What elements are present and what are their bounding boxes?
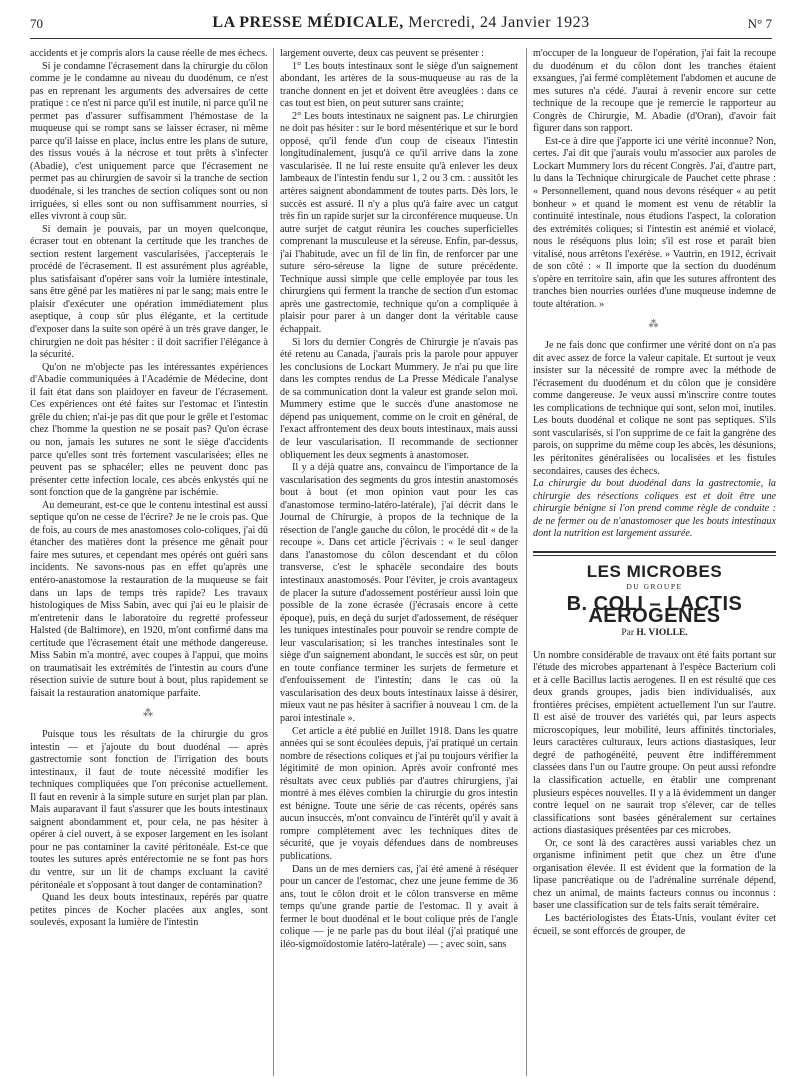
paragraph: Il y a déjà quatre ans, convaincu de l'importance de la vascularisation des segments du gros intestin anastomosés bout à bout (et mon opinion vaut pour les cas d'anastomose termino-latéro-latérale), j'ai décrit dans le Journal de Chirurgie, à propos de la technique de la résection de l'angle gauche du côlon, le procédé dit « de la recoupe ». Dans cet article j'écrivais : « le seul danger dans l'anastomose du côlon descendant et du côlon transverse, c'est le sphacèle secondaire des bouts intestinaux anastomosés. Pour l'éviter, je crois avantageux de placer la suture d'adossement postérieur aussi loin que possible de la zone écrasée (j'écrasais encore à cette époque), puis, en deçà du surjet d'adossement, de réséquer les tuniques intestinales pour pouvoir se rendre compte de leur vascularisation; si les tranches intestinales sont le siège d'un saignement abondant, le succès est sûr, on peut en toute confiance terminer les surjets de fermeture et d'enfouissement de l'intestin; dans le cas où la vascularisation des deux bouts intestinaux laisse à désirer, mieux vaut ne pas hésiter à sacrifier à nouveau 1 cm. de la paroi intestinale ». bbox=[280, 462, 518, 724]
paragraph: largement ouverte, deux cas peuvent se présenter : bbox=[280, 48, 484, 59]
running-title bbox=[30, 14, 772, 32]
paragraph: accidents et je compris alors la cause réelle de mes échecs. bbox=[30, 48, 268, 59]
article-body bbox=[533, 650, 776, 939]
paragraph: 2° Les bouts intestinaux ne saignent pas. Le chirurgien ne doit pas hésiter : sur le bord mésentérique et sur le bord opposé, qu'il fende d'un coup de ciseaux l'intestin longitudinalement, jusqu'à ce qu'il arrive dans la zone vascularisée. Il ne lui reste ensuite qu'à enlever les deux lambeaux de l'intestin fendu sur 1, 2 ou 3 cm. : aussitôt les artères saignent abondamment de toutes parts. Dès lors, le succès est assuré. Il n'y a plus qu'à faire avec un catgut très fin un rapide surjet sur la circonférence muqueuse. Un autre surjet de catgut réunira les couches superficielles comprenant la musculeuse et la séreuse. Enfin, par-dessus, j'ai l'habitude, avec un fil de lin fin, de renforcer par une suture séro-séreuse la ligne de suture précédente. Technique aussi simple que celle employée par tous les chirurgiens qui ferment la tranche de section d'un estomac après une gastrectomie, technique qu'on a compliquée à plaisir pour parer à un danger dont la véritable cause échappait. bbox=[280, 110, 518, 336]
text-column-3 bbox=[533, 48, 776, 1078]
text-column-2 bbox=[280, 48, 518, 1078]
paragraph: Si lors du dernier Congrès de Chirurgie je n'avais pas été retenu au Canada, j'aurais pris la parole pour appuyer les conclusions de Lockart Mummery. Je n'ai pu que lire dans les comptes rendus de La Presse Médicale l'analyse de sa communication dont la valeur est grande selon moi. Mummery estime que le succès d'une anastomose ne dépend pas uniquement, comme on le croit en général, de l'exact affrontement des deux bouts intestinaux, mais aussi de leur vascularisation. Il recommande de sectionner obliquement les deux segments à anastomoser. bbox=[280, 336, 518, 461]
paragraph: m'occuper de la longueur de l'opération, j'ai fait la recoupe du duodénum et du côlon dont les tranches étaient exsangues, j'ai fermé complètement l'abdomen et aucune de mes sutures n'a cédé. J'aurai à revenir encore sur cette technique de la recoupe que je remercie le rapporteur au Congrès de Chirurgie, M. Abadie (d'Oran), d'avoir fait figurer dans son rapport. bbox=[533, 48, 776, 135]
article-title-top: LES MICROBES bbox=[586, 561, 723, 581]
paragraph: Si demain je pouvais, par un moyen quelconque, écraser tout en obtenant la certitude que les tranches de section restent largement vascularisées, j'accepterais le procédé de l'écrasement. Il est assurément plus agréable, plus satisfaisant d'opérer sans voir la lumière intestinale, sans être gêné par les matières ni par le sang; mais entre le plaisir d'exécuter une opération immédiatement plus aseptique, à coup sûr plus élégante, et la certitude d'exposer dans la suite son opéré à un très grave danger, le chirurgien ne doit pas hésiter : il doit sacrifier l'élégance à la sécurité. bbox=[30, 223, 268, 361]
paragraph: Les bactériologistes des États-Unis, voulant éviter cet écueil, se sont efforcés de grouper, de bbox=[533, 913, 776, 937]
article-top-rule-thin bbox=[533, 555, 776, 556]
paragraph: Cet article a été publié en Juillet 1918. Dans les quatre années qui se sont écoulées depuis, j'ai pratiqué un certain nombre de résections coliques et j'ai pu toujours vérifier la légitimité de mon opinion. Après avoir confronté mes résultats avec ceux publiés par d'autres chirurgiens, j'ai montré à mes élèves combien la chirurgie du gros intestin est bénigne. Toute une série de cas récents, opérés sans aucun insuccès, m'ont convaincu de l'intérêt qu'il y avait à rompre complètement avec les techniques dites de sécurité, que je voyais défendues dans de nombreuses publications. bbox=[280, 725, 518, 862]
section-separator: ⁂ bbox=[143, 708, 155, 720]
text-column-1 bbox=[30, 48, 268, 1078]
paragraph: Un nombre considérable de travaux ont été faits portant sur l'étude des microbes appartenant à l'espèce Bacterium coli et à celle Bacillus lactis aerogenes. Il en est résulté que ces deux grands groupes, jadis bien individualisés, aux frontières précises, empiètent actuellement l'un sur l'autre. Il est aisé de trouver des variétés qui, par leurs aspects microscopiques, leur mobilité, leurs affinités tinctoriales, leurs caractères culturaux, leurs actions diastasiques, leur degré de pathogénéité, peuvent être indifféremment classées dans l'un ou l'autre groupe. On peut aussi refondre la classification actuelle, en établir une comprenant plusieurs espèces nouvelles. Il y a là évidemment un danger contre lequel on ne saurait trop s'élever, car de telles classifications sont basées généralement sur certaines actions diastasiques présentées par ces microbes. bbox=[533, 649, 776, 837]
paragraph: Dans un de mes derniers cas, j'ai été amené à réséquer pour un cancer de l'estomac, chez une jeune femme de 36 ans, tout le côlon droit et le côlon transverse en même temps qu'une grande partie de l'estomac. Il y avait à fermer le bout duodénal et le bout colique près de l'angle colique — je ne parle pas du bout iléal (j'ai pratiqué une iléo-sigmoïdostomie latéro-latérale) — ; avec soin, sans bbox=[280, 863, 518, 950]
author-name: H. VIOLLE. bbox=[636, 627, 688, 638]
paragraph: Quand les deux bouts intestinaux, repérés par quatre petites pinces de Kocher placées aux angles, sont soulevés, exposant la lumière de l'intestin bbox=[30, 892, 268, 929]
article-title-main: B. COLI – LACTIS AEROGENES bbox=[566, 592, 743, 628]
paragraph: Je ne fais donc que confirmer une vérité dont on n'a pas dit avec assez de force la valeur capitale. Et surtout je veux insister sur la nécessité de rompre avec la méthode de l'écrasement du duodénum et du côlon que je considère comme dangereuse. Je veux aussi m'inscrire contre toutes les complications de technique qui sont, selon moi, inutiles. Les bouts duodénal et colique ne sont pas septiques. S'ils sont vascularisés, si l'on supprime de ce fait la gangrène des parois, on supprime du même coup les abcès, les désunions, les péritonites généralisées ou localisées et les fistules secondaires, causes des échecs. bbox=[533, 340, 776, 477]
paragraph: Puisque tous les résultats de la chirurgie du gros intestin — et j'ajoute du bout duodénal — après gastrectomie sont fonction de l'irrigation des bouts intestinaux, il faut de toute nécessité modifier les techniques compliquées que l'on préconise actuellement. Il faut en revenir à la simple suture en surjet plan par plan. Mais auparavant il faut s'assurer que les bouts intestinaux saignent abondamment et, pour cela, ne pas hésiter à opérer à ciel ouvert, à se exposer largement en les isolant pour ne pas contaminer la cavité péritonéale. Est-ce que toutes les sutures après entérectomie ne se font pas hors du ventre, sur un lit de champs excluant la cavité péritonéale et s'opposant à tout danger de contamination? bbox=[30, 728, 268, 891]
paragraph: Or, ce sont là des caractères aussi variables chez un organisme infiniment petit que chez un être d'une organisation élevée. Il est évident que la formation de la lipase pancréatique ou de l'adrénaline surrénale dépend, chez un animal, de maints facteurs connus ou inconnus : baser une classification sur de tels faits serait téméraire. bbox=[533, 837, 776, 912]
article-byline bbox=[533, 627, 776, 640]
issue-number: N° 7 bbox=[747, 16, 772, 31]
column-rule bbox=[526, 48, 527, 1076]
paragraph: Au demeurant, est-ce que le contenu intestinal est aussi septique qu'on ne cesse de l'écrire? Je ne le crois pas. Que de fois, au cours de mes anastomoses colo-coliques, j'ai dû étancher des matières dont la présence me gênait pour faire mes sutures, et cependant mes opérés ont guéri sans incidents. Ne savons-nous pas en effet qu'après une entéro-anastomose la restauration de la muqueuse se fait dans un laps de temps très rapide? Les travaux histologiques de Miss Sabin, avec qui j'ai eu le plaisir de m'entretenir dans le laboratoire du regretté professeur Halsted (de Baltimore), en 1920, m'ont confirmé dans ma certitude que l'écrasement était une méthode dangereuse. Miss Sabin m'a montré, avec coupes à l'appui, que moins on traumatisait les extrémités de l'intestin au cours d'une résection suivie de suture bout à bout, plus rapidement se faisait la restauration anatomique parfaite. bbox=[30, 499, 268, 699]
article-title-small: DU GROUPE bbox=[626, 582, 683, 592]
column-3-body bbox=[533, 48, 776, 478]
byline-prefix: Par bbox=[621, 627, 634, 638]
article-conclusion: La chirurgie du bout duodénal dans la gastrectomie, la chirurgie des résections coliques est et doit être une chirurgie bénigne si l'on prend comme règle de conduite : de ne fermer ou de n'anastomoser que les bouts intestinaux dont la nutrition est largement assurée. bbox=[533, 478, 776, 540]
article-top-rule bbox=[533, 551, 776, 553]
page-header bbox=[30, 14, 772, 39]
page-number: 70 bbox=[30, 16, 43, 31]
paragraph: Qu'on ne m'objecte pas les intéressantes expériences d'Abadie communiquées à l'Académie de Médecine, dont il fait état dans son plaidoyer en faveur de l'écrasement. Ces expériences ont été faites sur l'estomac et l'intestin grêle du chien; n'ai-je pas dit que pour le grêle et l'estomac chez l'homme la question ne se posait pas? Qu'on écrase ou non, jamais les sutures ne sont le siège d'accidents parce qu'elles sont très fortement vascularisées; elles ne peuvent pas se sphacéler; elles ne peuvent donc pas présenter cette infection locale, ces abcès enkystés qui ne sont fonction que de la gangrène par ischémie. bbox=[30, 361, 268, 499]
paragraph: 1° Les bouts intestinaux sont le siège d'un saignement abondant, les artères de la sous-muqueuse au ras de la tranche donnent en jet et doivent être aveuglées : dans ce cas tout est bien, on peut suturer sans crainte; bbox=[280, 60, 518, 110]
issue-date: Mercredi, 24 Janvier 1923 bbox=[408, 14, 590, 31]
column-rule bbox=[273, 48, 274, 1076]
section-separator: ⁂ bbox=[648, 319, 661, 331]
journal-name: LA PRESSE MÉDICALE, bbox=[212, 14, 404, 31]
paragraph: Est-ce à dire que j'apporte ici une vérité inconnue? Non, certes. J'ai dit que j'aurais voulu m'associer aux paroles de Lockart Mummery lors du récent Congrès. J'ai, d'autre part, lu dans la Technique chirurgicale de Pauchet cette phrase : « Personnellement, quand nous devons réséquer « au petit bonheur » et quand le moment est venu de rétablir la continuité intestinale, nous étudions l'aspect, la coloration des extrémités coliques; si l'intestin est anémié et violacé, nous le réséquons plus loin; s'il est rose et paraît bien vitalisé, nous arrêtons l'exérèse. » Vautrin, en 1912, écrivait de son côté : « Il importe que la section du duodénum s'opère en territoire sain, afin que les sutures affrontent des tranches bien nourries ourlées d'une muqueuse indemne de toute altération. » bbox=[533, 135, 776, 310]
paragraph: Si je condamne l'écrasement dans la chirurgie du côlon comme je le condamne au niveau du duodénum, ce n'est pas en reprenant les arguments des adversaires de cette pratique : ce n'est ni parce qu'il est inutile, ni parce qu'il ne permet pas d'assurer suffisamment l'hémostase de la muqueuse qui se rompt sans se laisser écraser, ni même parce qu'il laisse en place, inclus entre les plans de suture, des tissus voués à la nécrose et tout prêts à s'infecter (Abadie), c'est uniquement parce que l'écrasement ne permet pas au chirurgien de savoir si la tranche de section duodénale, si les tranches de section coliques sont ou non irriguées, si elles sont ou non suffisamment nourries, si elles vivront à coup sûr. bbox=[30, 60, 268, 223]
